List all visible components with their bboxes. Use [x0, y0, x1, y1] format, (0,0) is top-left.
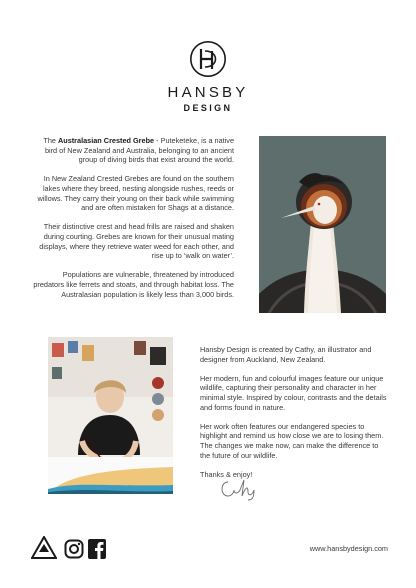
species-name: Australasian Crested Grebe — [57, 136, 155, 145]
recycle-badge-icon — [31, 536, 57, 562]
facebook-icon[interactable] — [88, 539, 106, 559]
about-paragraph-1: Hansby Design is created by Cathy, an illustrator and designer from Auckland, New Zealand. — [200, 345, 372, 364]
hd-monogram-icon — [189, 40, 227, 78]
crested-grebe-illustration — [259, 136, 386, 313]
intro-paragraph-1: The Australasian Crested Grebe - Puteketeke, is a native bird of New Zealand and Australia, belonging to an ancient group of diving birds that exist around the world. — [43, 136, 234, 165]
about-thanks: Thanks & enjoy! — [200, 469, 253, 479]
instagram-icon[interactable] — [64, 539, 84, 559]
illustrator-photo — [48, 337, 173, 494]
brand-name: HANSBY — [167, 84, 249, 101]
signature — [218, 476, 258, 502]
about-paragraph-3: Her work often features our endangered species to highlight and remind us how close we are to losing them. The changes we make now, can make the difference to the future of our wildlife. — [200, 421, 384, 460]
about-description — [200, 345, 388, 489]
brand-subtitle: DESIGN — [183, 103, 233, 113]
about-paragraph-2: Her modern, fun and colourful images feature our unique wildlife, capturing their personality and character in her minimal style. Inspired by colour, contrasts and the details and forms found in nature. — [200, 373, 387, 412]
intro-paragraph-2: In New Zealand Crested Grebes are found on the southern lakes where they breed, nesting alongside rushes, reeds or willows. They carry their young on their back while swimming and are often mistaken for Shags at a distance. — [37, 174, 234, 213]
website-link[interactable]: www.hansbydesign.com — [309, 544, 388, 553]
grebe-description — [30, 136, 234, 309]
intro-paragraph-3: Their distinctive crest and head frills are raised and shaken during courting. Grebes are known for their unusual mating displays, where they retrieve water weed for each other, and rise up to ‘walk on water’. — [39, 222, 234, 261]
intro-paragraph-4: Populations are vulnerable, threatened by introduced predators like ferrets and stoats, and through habitat loss. The Australasian population is likely less than 3,000 birds. — [33, 270, 234, 299]
